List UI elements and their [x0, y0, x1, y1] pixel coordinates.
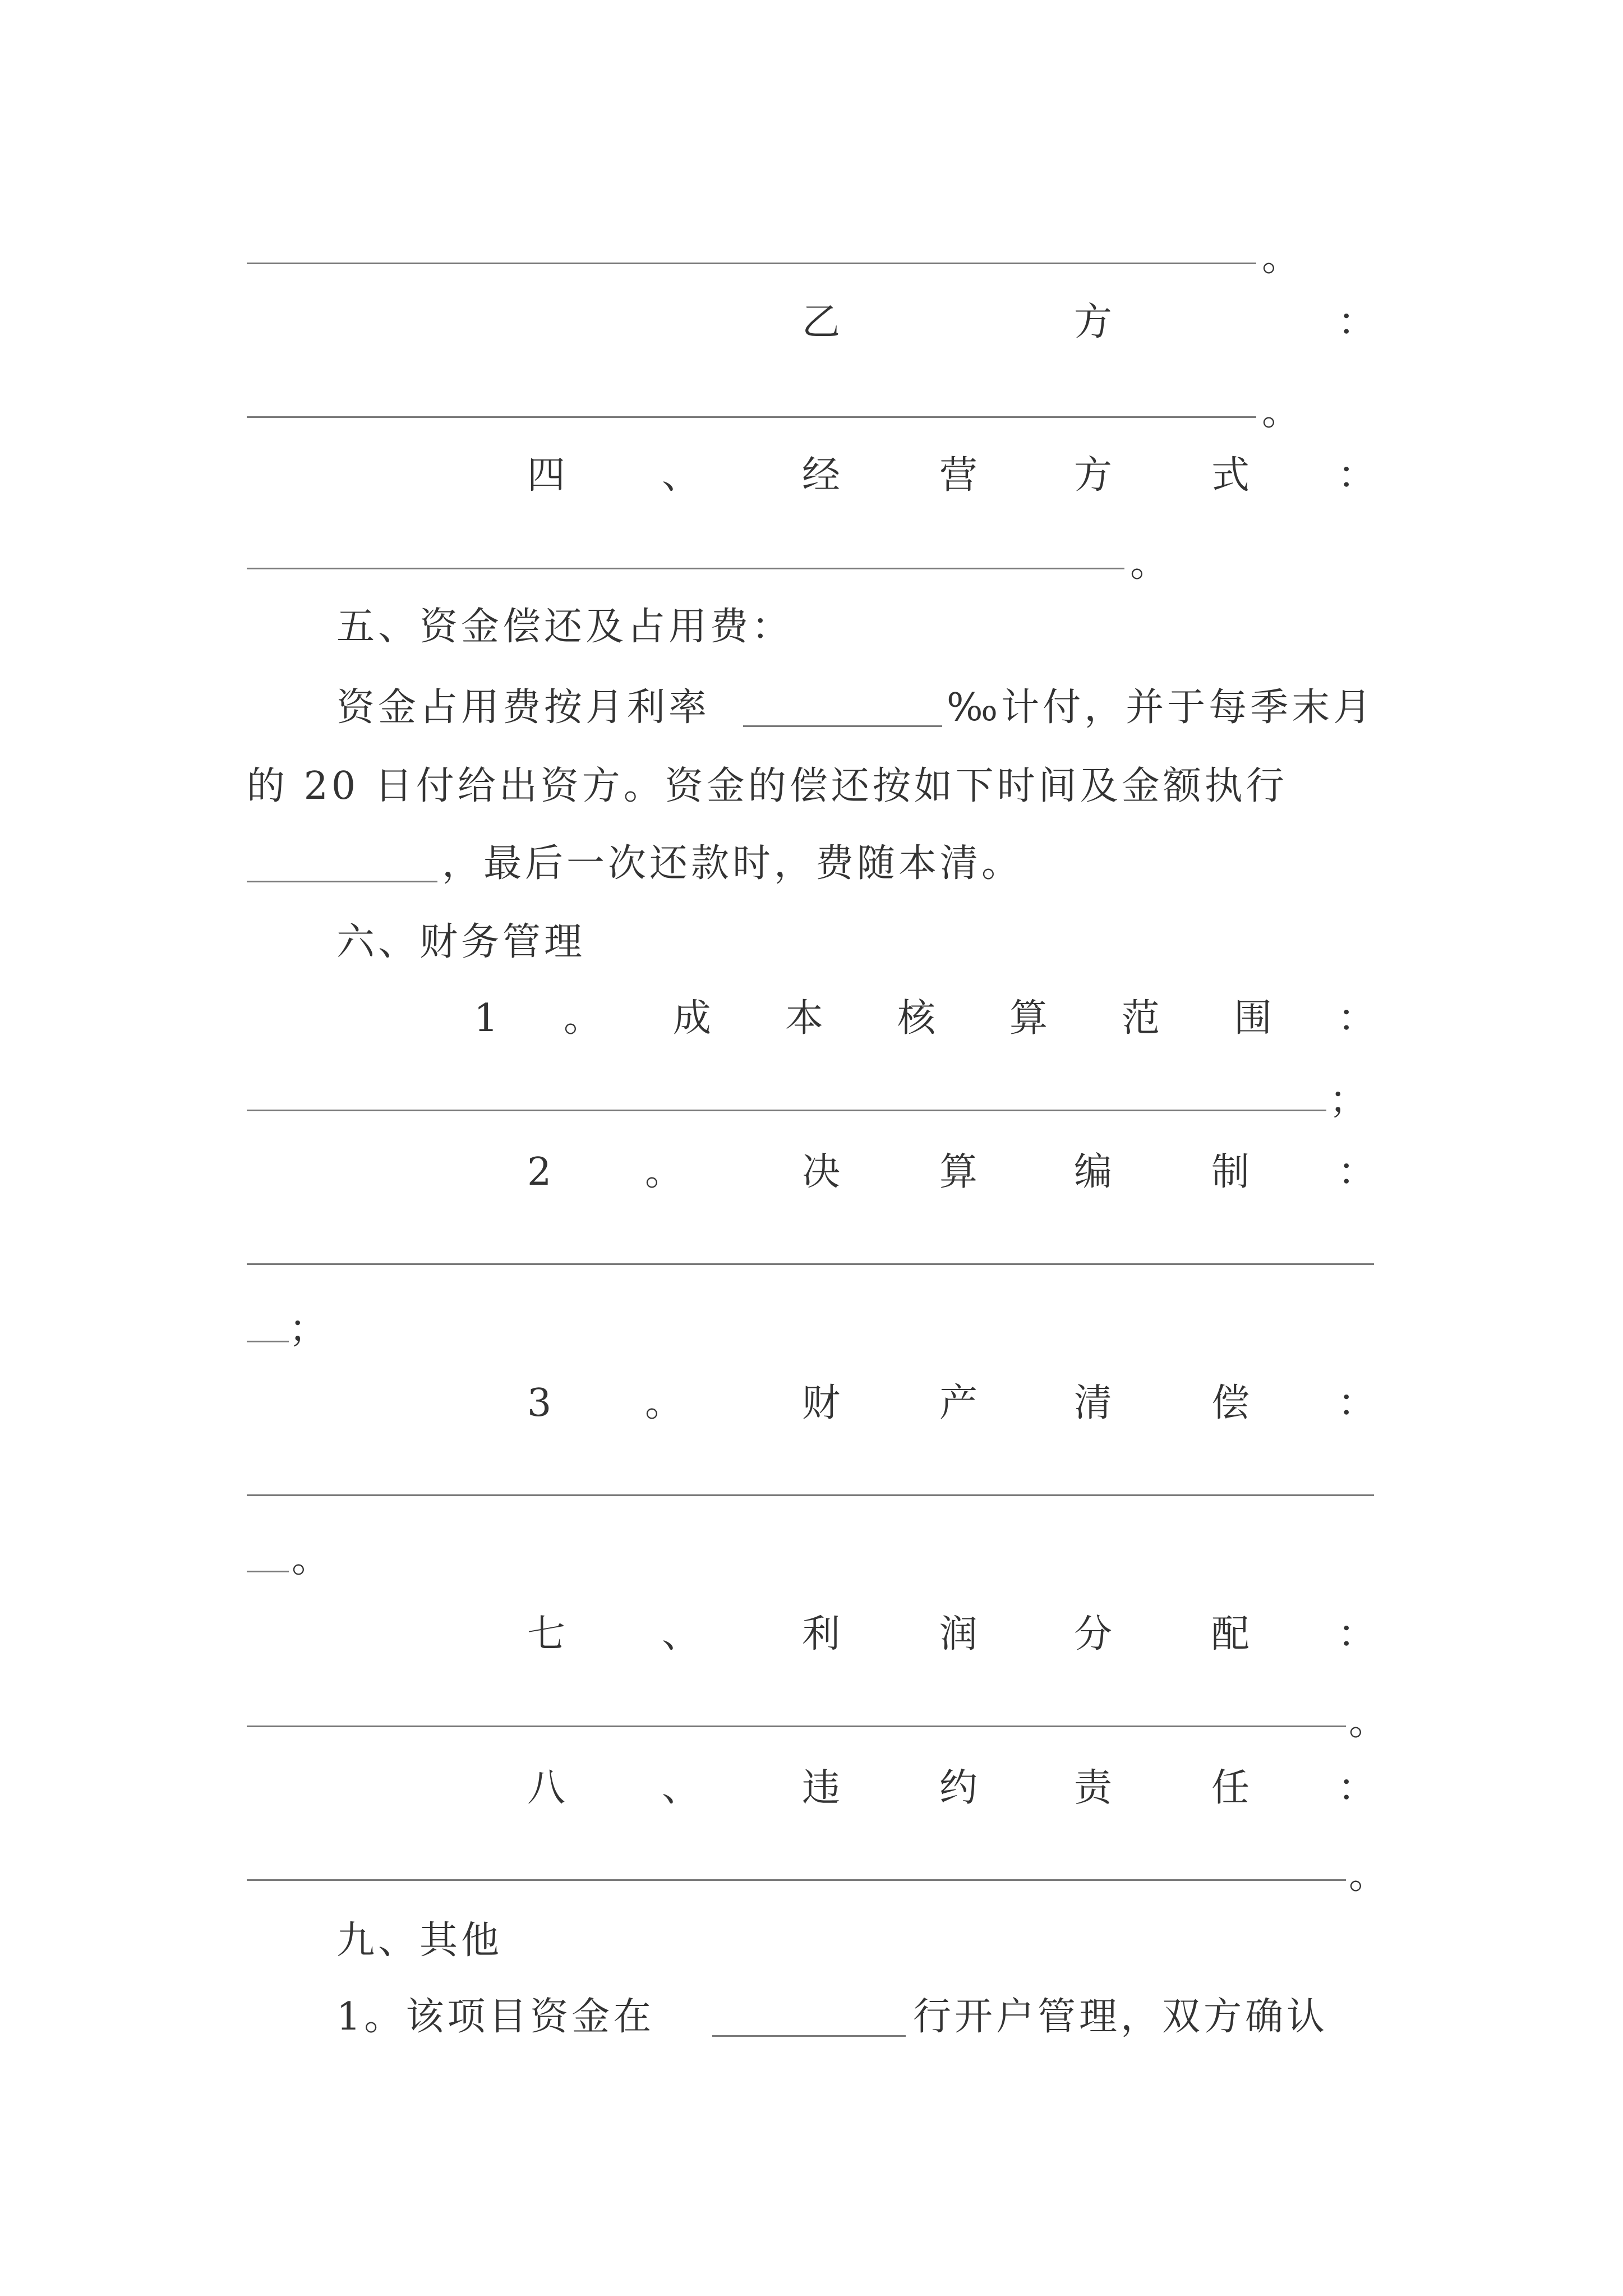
- period: 。: [1262, 390, 1301, 434]
- section-7-char-1: 七: [527, 1612, 566, 1657]
- party-b-char-2: 方: [1074, 300, 1113, 344]
- colon: ：: [1338, 300, 1376, 344]
- colon: ：: [1338, 1381, 1376, 1425]
- section-4-char-6: 式: [1211, 453, 1250, 498]
- item-2-char-4: 算: [939, 1150, 978, 1194]
- semicolon: ；: [289, 1307, 328, 1351]
- period: 。: [1130, 541, 1169, 586]
- section-4-char-5: 方: [1074, 453, 1113, 498]
- section-7-char-4: 润: [939, 1612, 978, 1657]
- section-7-char-2: 、: [662, 1612, 700, 1657]
- fill-in-blank: [247, 1494, 1374, 1496]
- section-8-char-3: 违: [802, 1766, 841, 1810]
- item-3-char-6: 偿: [1211, 1381, 1250, 1425]
- section-6-title: 六、财务管理: [336, 920, 586, 964]
- section-7-char-5: 分: [1074, 1612, 1113, 1657]
- item-1-char-7: 范: [1122, 996, 1160, 1041]
- item-1-char-2: 。: [564, 996, 602, 1041]
- fill-in-blank: [743, 725, 942, 727]
- section-5-title: 五、资金偿还及占用费：: [336, 605, 794, 649]
- section-8-char-4: 约: [939, 1766, 978, 1810]
- item-2-char-2: 。: [645, 1150, 684, 1194]
- section-5-line-3: ，最后一次还款时，费随本清。: [442, 841, 1023, 886]
- item-1-char-5: 核: [897, 996, 936, 1041]
- colon: ：: [1338, 453, 1376, 498]
- section-8-char-6: 任: [1211, 1766, 1250, 1810]
- item-2-char-5: 编: [1074, 1150, 1113, 1194]
- section-9-title: 九、其他: [336, 1918, 503, 1963]
- section-5-line-1-start: 资金占用费按月利率: [336, 685, 711, 730]
- item-3-char-1: 3: [527, 1381, 552, 1425]
- item-2-char-3: 决: [802, 1150, 841, 1194]
- fill-in-blank: [247, 263, 1256, 264]
- colon: ：: [1338, 1766, 1376, 1810]
- semicolon: ；: [1329, 1078, 1368, 1122]
- fill-in-blank: [247, 1341, 289, 1342]
- section-8-char-2: 、: [662, 1766, 700, 1810]
- fill-in-blank: [712, 2035, 906, 2037]
- fill-in-blank: [247, 1110, 1326, 1111]
- item-1-char-6: 算: [1009, 996, 1048, 1041]
- section-4-char-4: 营: [939, 453, 978, 498]
- fill-in-blank: [247, 568, 1124, 569]
- section-4-char-2: 、: [662, 453, 700, 498]
- period: 。: [292, 1537, 330, 1581]
- item-1-char-8: 围: [1234, 996, 1272, 1041]
- fill-in-blank: [247, 1263, 1374, 1265]
- item-1-char-1: 1: [474, 996, 499, 1041]
- item-1-char-3: 成: [673, 996, 712, 1041]
- party-b-char-1: 乙: [802, 300, 841, 344]
- colon: ：: [1338, 1612, 1376, 1657]
- item-3-char-5: 清: [1074, 1381, 1113, 1425]
- section-9-item-1-end: 行开户管理，双方确认: [913, 1995, 1329, 2039]
- item-3-char-3: 财: [802, 1381, 841, 1425]
- item-3-char-4: 产: [939, 1381, 978, 1425]
- period: 。: [1349, 1700, 1387, 1744]
- item-3-char-2: 。: [645, 1381, 684, 1425]
- section-7-char-6: 配: [1211, 1612, 1250, 1657]
- section-9-item-1-start: 1。该项目资金在: [336, 1995, 655, 2039]
- fill-in-blank: [247, 1571, 289, 1572]
- section-8-char-1: 八: [527, 1766, 566, 1810]
- item-2-char-6: 制: [1211, 1150, 1250, 1194]
- period: 。: [1349, 1853, 1387, 1898]
- section-4-char-1: 四: [527, 453, 566, 498]
- fill-in-blank: [247, 881, 437, 882]
- fill-in-blank: [247, 416, 1256, 418]
- item-1-char-4: 本: [785, 996, 824, 1041]
- fill-in-blank: [247, 1726, 1346, 1727]
- section-8-char-5: 责: [1074, 1766, 1113, 1810]
- colon: ：: [1338, 996, 1376, 1041]
- section-5-line-1-end: ‰计付，并于每季末月: [947, 685, 1375, 730]
- section-7-char-3: 利: [802, 1612, 841, 1657]
- period: 。: [1262, 236, 1301, 280]
- item-2-char-1: 2: [527, 1150, 552, 1194]
- colon: ：: [1338, 1150, 1376, 1194]
- fill-in-blank: [247, 1879, 1346, 1881]
- section-4-char-3: 经: [802, 453, 841, 498]
- section-5-line-2: 的 20 日付给出资方。资金的偿还按如下时间及金额执行: [247, 764, 1288, 808]
